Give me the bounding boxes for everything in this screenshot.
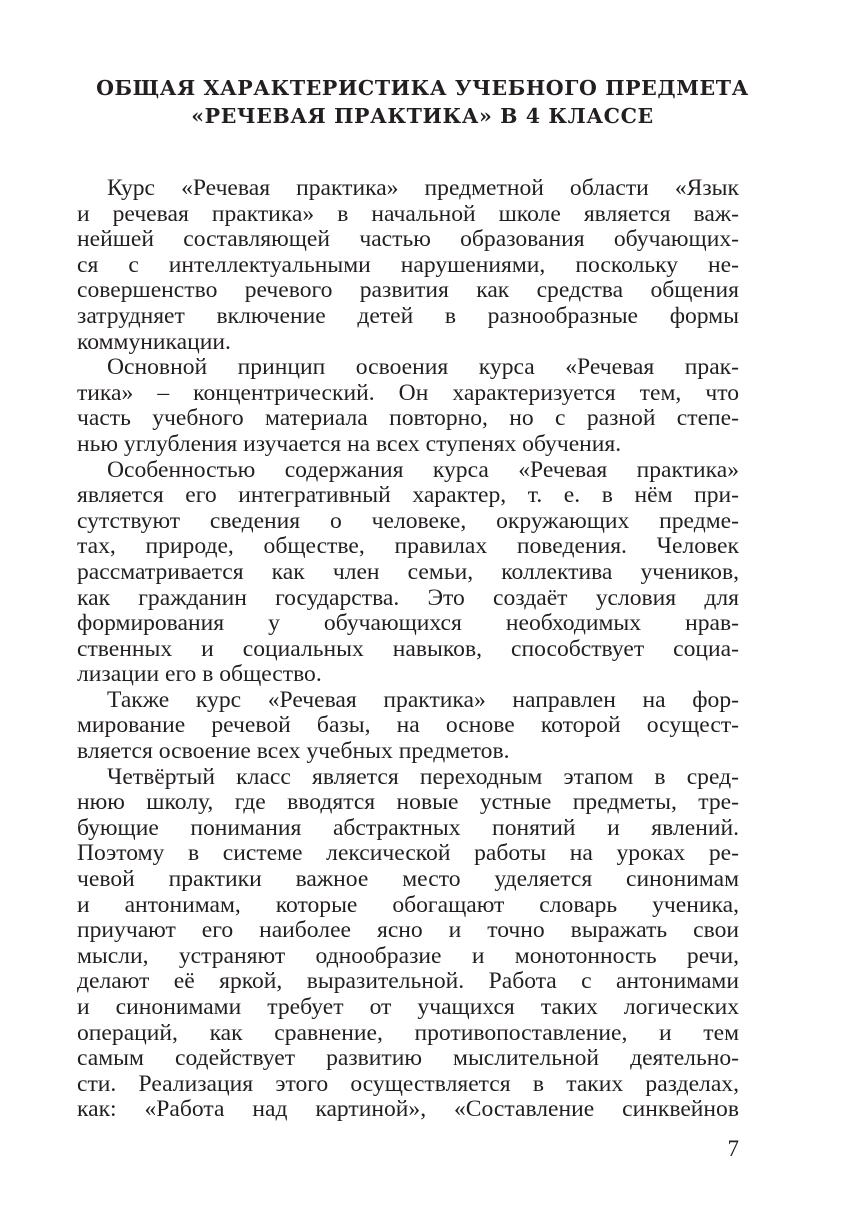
text-line: нью углубления изучается на всех ступенях обучения. bbox=[77, 430, 622, 457]
page-number: 7 bbox=[727, 1136, 739, 1161]
text-line: ся с интеллектуальными нарушениями, поскольку не- bbox=[77, 251, 739, 278]
text-line: Поэтому в системе лексической работы на уроках ре- bbox=[77, 840, 739, 867]
text-line: Четвёртый класс является переходным этапом в сред- bbox=[107, 763, 739, 790]
text-line: Основной принцип освоения курса «Речевая прак- bbox=[107, 354, 739, 381]
text-line: является его интегративный характер, т. е. в нём при- bbox=[77, 482, 739, 509]
text-line: бующие понимания абстрактных понятий и явлений. bbox=[77, 814, 739, 841]
body-text bbox=[77, 176, 739, 1123]
text-line: приучают его наиболее ясно и точно выражать свои bbox=[77, 917, 739, 944]
text-line: операций, как сравнение, противопоставление, и тем bbox=[77, 1019, 739, 1046]
text-line: нейшей составляющей частью образования обучающих- bbox=[77, 226, 739, 253]
text-line: как: «Работа над картиной», «Составление синквейнов bbox=[77, 1096, 739, 1123]
text-line: тика» – концентрический. Он характеризуется тем, что bbox=[77, 379, 739, 406]
section-heading bbox=[60, 74, 785, 130]
paragraph bbox=[77, 688, 739, 765]
text-line: формирования у обучающихся необходимых нрав- bbox=[77, 610, 739, 637]
text-line: самым содействует развитию мыслительной деятельно- bbox=[77, 1045, 739, 1072]
text-line: часть учебного материала повторно, но с разной степе- bbox=[77, 405, 739, 432]
text-line: совершенство речевого развития как средства общения bbox=[77, 277, 739, 304]
text-line: затрудняет включение детей в разнообразные формы bbox=[77, 302, 739, 329]
text-line: чевой практики важное место уделяется синонимам bbox=[77, 866, 739, 893]
paragraph bbox=[77, 355, 739, 457]
text-line: и синонимами требует от учащихся таких логических bbox=[77, 994, 739, 1020]
text-line: лизации его в общество. bbox=[77, 661, 322, 688]
text-line: делают её яркой, выразительной. Работа с антонимами bbox=[77, 968, 739, 995]
text-line: ственных и социальных навыков, способствует социа- bbox=[77, 635, 739, 662]
text-line: рассматривается как член семьи, коллектива учеников, bbox=[77, 558, 739, 585]
text-line: и антонимам, которые обогащают словарь ученика, bbox=[77, 891, 739, 918]
text-line: Также курс «Речевая практика» направлен на фор- bbox=[107, 686, 739, 713]
text-line: тах, природе, обществе, правилах поведения. Человек bbox=[77, 533, 739, 560]
heading-line-2: «РЕЧЕВАЯ ПРАКТИКА» В 4 КЛАССЕ bbox=[191, 104, 654, 128]
text-line: нюю школу, где вводятся новые устные предметы, тре- bbox=[77, 789, 739, 816]
text-line: сти. Реализация этого осуществляется в таких разделах, bbox=[77, 1070, 739, 1097]
text-line: мысли, устраняют однообразие и монотонность речи, bbox=[77, 942, 739, 969]
text-line: как гражданин государства. Это создаёт условия для bbox=[77, 584, 739, 611]
text-line: коммуникации. bbox=[77, 328, 231, 355]
paragraph bbox=[77, 765, 739, 1123]
text-line: Курс «Речевая практика» предметной области «Язык bbox=[107, 175, 739, 201]
text-line: вляется освоение всех учебных предметов. bbox=[77, 738, 510, 765]
text-line: сутствуют сведения о человеке, окружающих предме- bbox=[77, 507, 739, 534]
text-line: Особенностью содержания курса «Речевая практика» bbox=[107, 456, 739, 483]
text-line: мирование речевой базы, на основе которой осущест- bbox=[77, 712, 739, 739]
paragraph bbox=[77, 176, 739, 355]
paragraph bbox=[77, 458, 739, 688]
heading-line-1: ОБЩАЯ ХАРАКТЕРИСТИКА УЧЕБНОГО ПРЕДМЕТА bbox=[96, 76, 749, 100]
text-line: и речевая практика» в начальной школе является важ- bbox=[77, 200, 739, 227]
